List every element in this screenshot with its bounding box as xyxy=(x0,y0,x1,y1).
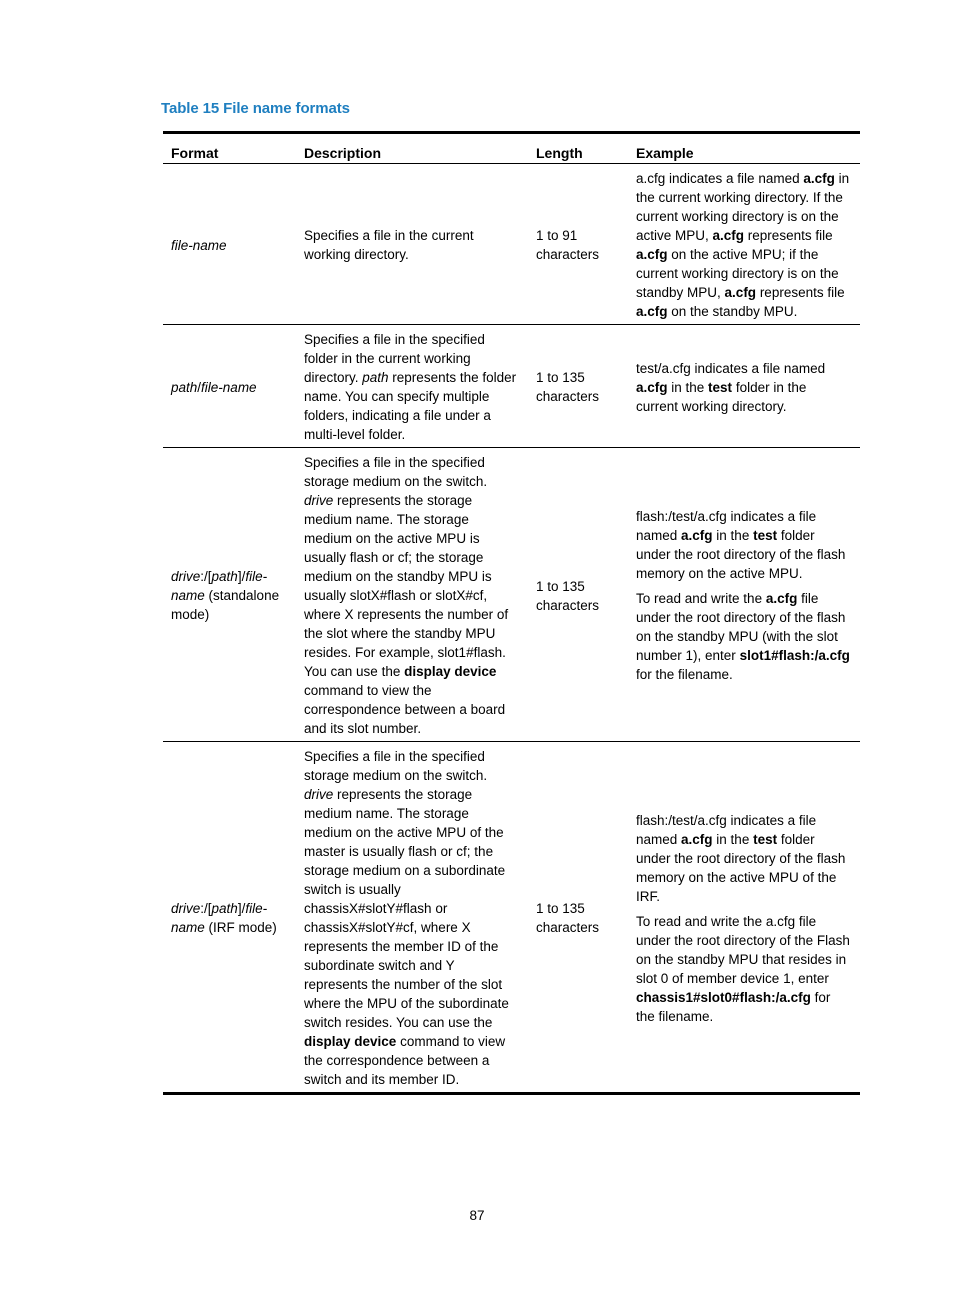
format-text: path xyxy=(211,901,238,916)
length-cell xyxy=(528,742,628,1094)
example-text: for the filename. xyxy=(636,989,831,1024)
example-keyword: test xyxy=(753,528,778,543)
length-cell xyxy=(528,164,628,325)
table-caption: Table 15 File name formats xyxy=(161,100,350,117)
example-keyword: test xyxy=(708,379,733,395)
format-text: ]/ xyxy=(237,901,246,916)
column-header-description: Description xyxy=(296,133,528,164)
example-text: To read and write the a.cfg file under the root directory of the Flash on the standby MPU that resides in slot 0 of member device 1, enter xyxy=(636,913,850,986)
length-unit: characters xyxy=(536,597,600,613)
format-text: :/[ xyxy=(200,569,212,584)
format-text: file-name xyxy=(171,901,268,935)
example-text: represents file xyxy=(744,228,833,243)
example-text: on the active MPU; if the current working directory is on the standby MPU, xyxy=(636,247,839,300)
description-cell xyxy=(296,164,528,325)
example-keyword: a.cfg xyxy=(636,304,668,319)
length-unit: characters xyxy=(536,389,600,404)
description-param: drive xyxy=(304,493,334,508)
example-text: in the xyxy=(712,831,754,847)
description-text: represents the folder name. You can specify multiple folders, indicating a file under a multi-level folder. xyxy=(304,370,517,442)
example-text: on the standby MPU. xyxy=(667,304,798,319)
table-row xyxy=(163,164,860,325)
format-text: (IRF mode) xyxy=(204,920,277,935)
column-header-length: Length xyxy=(528,133,628,164)
length-cell xyxy=(528,448,628,742)
example-text: To read and write the xyxy=(636,591,766,606)
example-keyword: slot1#flash:/a.cfg xyxy=(739,648,850,663)
example-text: for the filename. xyxy=(636,667,733,682)
example-text: test/a.cfg indicates a file named xyxy=(636,360,826,376)
description-text: command to view the correspondence between a switch and its member ID. xyxy=(304,1034,506,1087)
length-value: 1 to 135 xyxy=(536,901,585,916)
length-value: 1 to 135 xyxy=(536,370,585,385)
format-text: file-name xyxy=(171,237,227,253)
description-text: command to view the correspondence between a board and its slot number. xyxy=(304,683,506,736)
length-value: 1 to 91 xyxy=(536,228,578,243)
table-row xyxy=(163,448,860,742)
length-unit: characters xyxy=(536,920,600,935)
example-cell xyxy=(628,742,860,1094)
format-cell xyxy=(163,325,296,448)
description-cell xyxy=(296,448,528,742)
description-text: Specifies a file in the specified folder in the current working directory. xyxy=(304,332,485,385)
page-number: 87 xyxy=(469,1208,485,1223)
description-cell xyxy=(296,742,528,1094)
format-text: path xyxy=(211,569,238,584)
format-cell xyxy=(163,164,296,325)
example-keyword: a.cfg xyxy=(724,285,757,300)
column-header-example: Example xyxy=(628,133,860,164)
format-text: drive xyxy=(171,901,201,916)
file-name-formats-table xyxy=(163,131,860,1095)
format-text: (standalone mode) xyxy=(171,588,280,622)
example-text: in the xyxy=(667,379,709,395)
table-row xyxy=(163,325,860,448)
example-text: folder in the current working directory. xyxy=(636,379,807,414)
example-text: folder under the root directory of the flash memory on the active MPU of the IRF. xyxy=(636,831,846,904)
description-param: path xyxy=(362,370,389,385)
example-keyword: a.cfg xyxy=(681,528,713,543)
format-text: path xyxy=(171,379,198,395)
description-command: display device xyxy=(404,664,497,679)
example-keyword: a.cfg xyxy=(636,379,668,395)
table-header-row xyxy=(163,133,860,164)
example-keyword: a.cfg xyxy=(681,831,713,847)
format-text: file-name xyxy=(201,379,257,395)
column-header-format: Format xyxy=(163,133,296,164)
example-text: in the xyxy=(712,528,754,543)
example-keyword: a.cfg xyxy=(803,171,835,186)
description-text: Specifies a file in the specified storage medium on the switch. xyxy=(304,749,488,783)
format-cell xyxy=(163,448,296,742)
example-keyword: a.cfg xyxy=(712,228,745,243)
description-text: represents the storage medium name. The storage medium on the active MPU of the master is usually flash or cf; the storage medium on a subordinate switch is usually chassisX#slotY#flash or chassisX#slotY#cf, where X represents the member ID of the subordinate switch and Y represents the number of the slot where the MPU of the subordinate switch resides. You can use the xyxy=(304,787,509,1030)
format-cell xyxy=(163,742,296,1094)
description-text: Specifies a file in the current working directory. xyxy=(304,228,474,262)
example-paragraph xyxy=(636,507,852,583)
example-keyword: a.cfg xyxy=(765,591,798,606)
length-cell xyxy=(528,325,628,448)
example-cell xyxy=(628,164,860,325)
example-text: in the current working directory. If the current working directory is on the active MPU, xyxy=(636,171,850,243)
example-cell xyxy=(628,325,860,448)
format-text: :/[ xyxy=(200,901,212,916)
example-keyword: chassis1#slot0#flash:/a.cfg xyxy=(636,989,811,1005)
description-text: represents the storage medium name. The storage medium on the active MPU is usually flash or cf; the storage medium on the standby MPU is usually slotX#flash or slotX#cf, where X represents the number of the slot where the standby MPU resides. For example, slot1#flash. You can use the xyxy=(304,493,509,679)
example-paragraph xyxy=(636,589,852,684)
example-text: flash:/test/a.cfg indicates a file named xyxy=(636,812,817,847)
example-text: flash:/test/a.cfg indicates a file named xyxy=(636,509,817,543)
example-text: represents file xyxy=(756,285,845,300)
description-text: Specifies a file in the specified storage medium on the switch. xyxy=(304,455,488,489)
example-cell xyxy=(628,448,860,742)
example-text: folder under the root directory of the flash memory on the active MPU. xyxy=(636,528,846,581)
description-cell xyxy=(296,325,528,448)
description-param: drive xyxy=(304,787,334,802)
example-paragraph xyxy=(636,811,852,906)
format-text: drive xyxy=(171,569,201,584)
description-command: display device xyxy=(304,1034,397,1049)
example-paragraph xyxy=(636,912,852,1026)
example-keyword: a.cfg xyxy=(636,247,668,262)
format-text: file-name xyxy=(171,569,268,603)
example-keyword: test xyxy=(753,831,778,847)
table-row xyxy=(163,742,860,1094)
length-value: 1 to 135 xyxy=(536,578,585,594)
format-text: / xyxy=(197,379,202,395)
example-text: file under the root directory of the flash on the standby MPU (with the slot number 1), enter xyxy=(636,591,846,663)
example-text: a.cfg indicates a file named xyxy=(636,171,804,186)
format-text: ]/ xyxy=(237,569,246,584)
length-unit: characters xyxy=(536,247,600,262)
